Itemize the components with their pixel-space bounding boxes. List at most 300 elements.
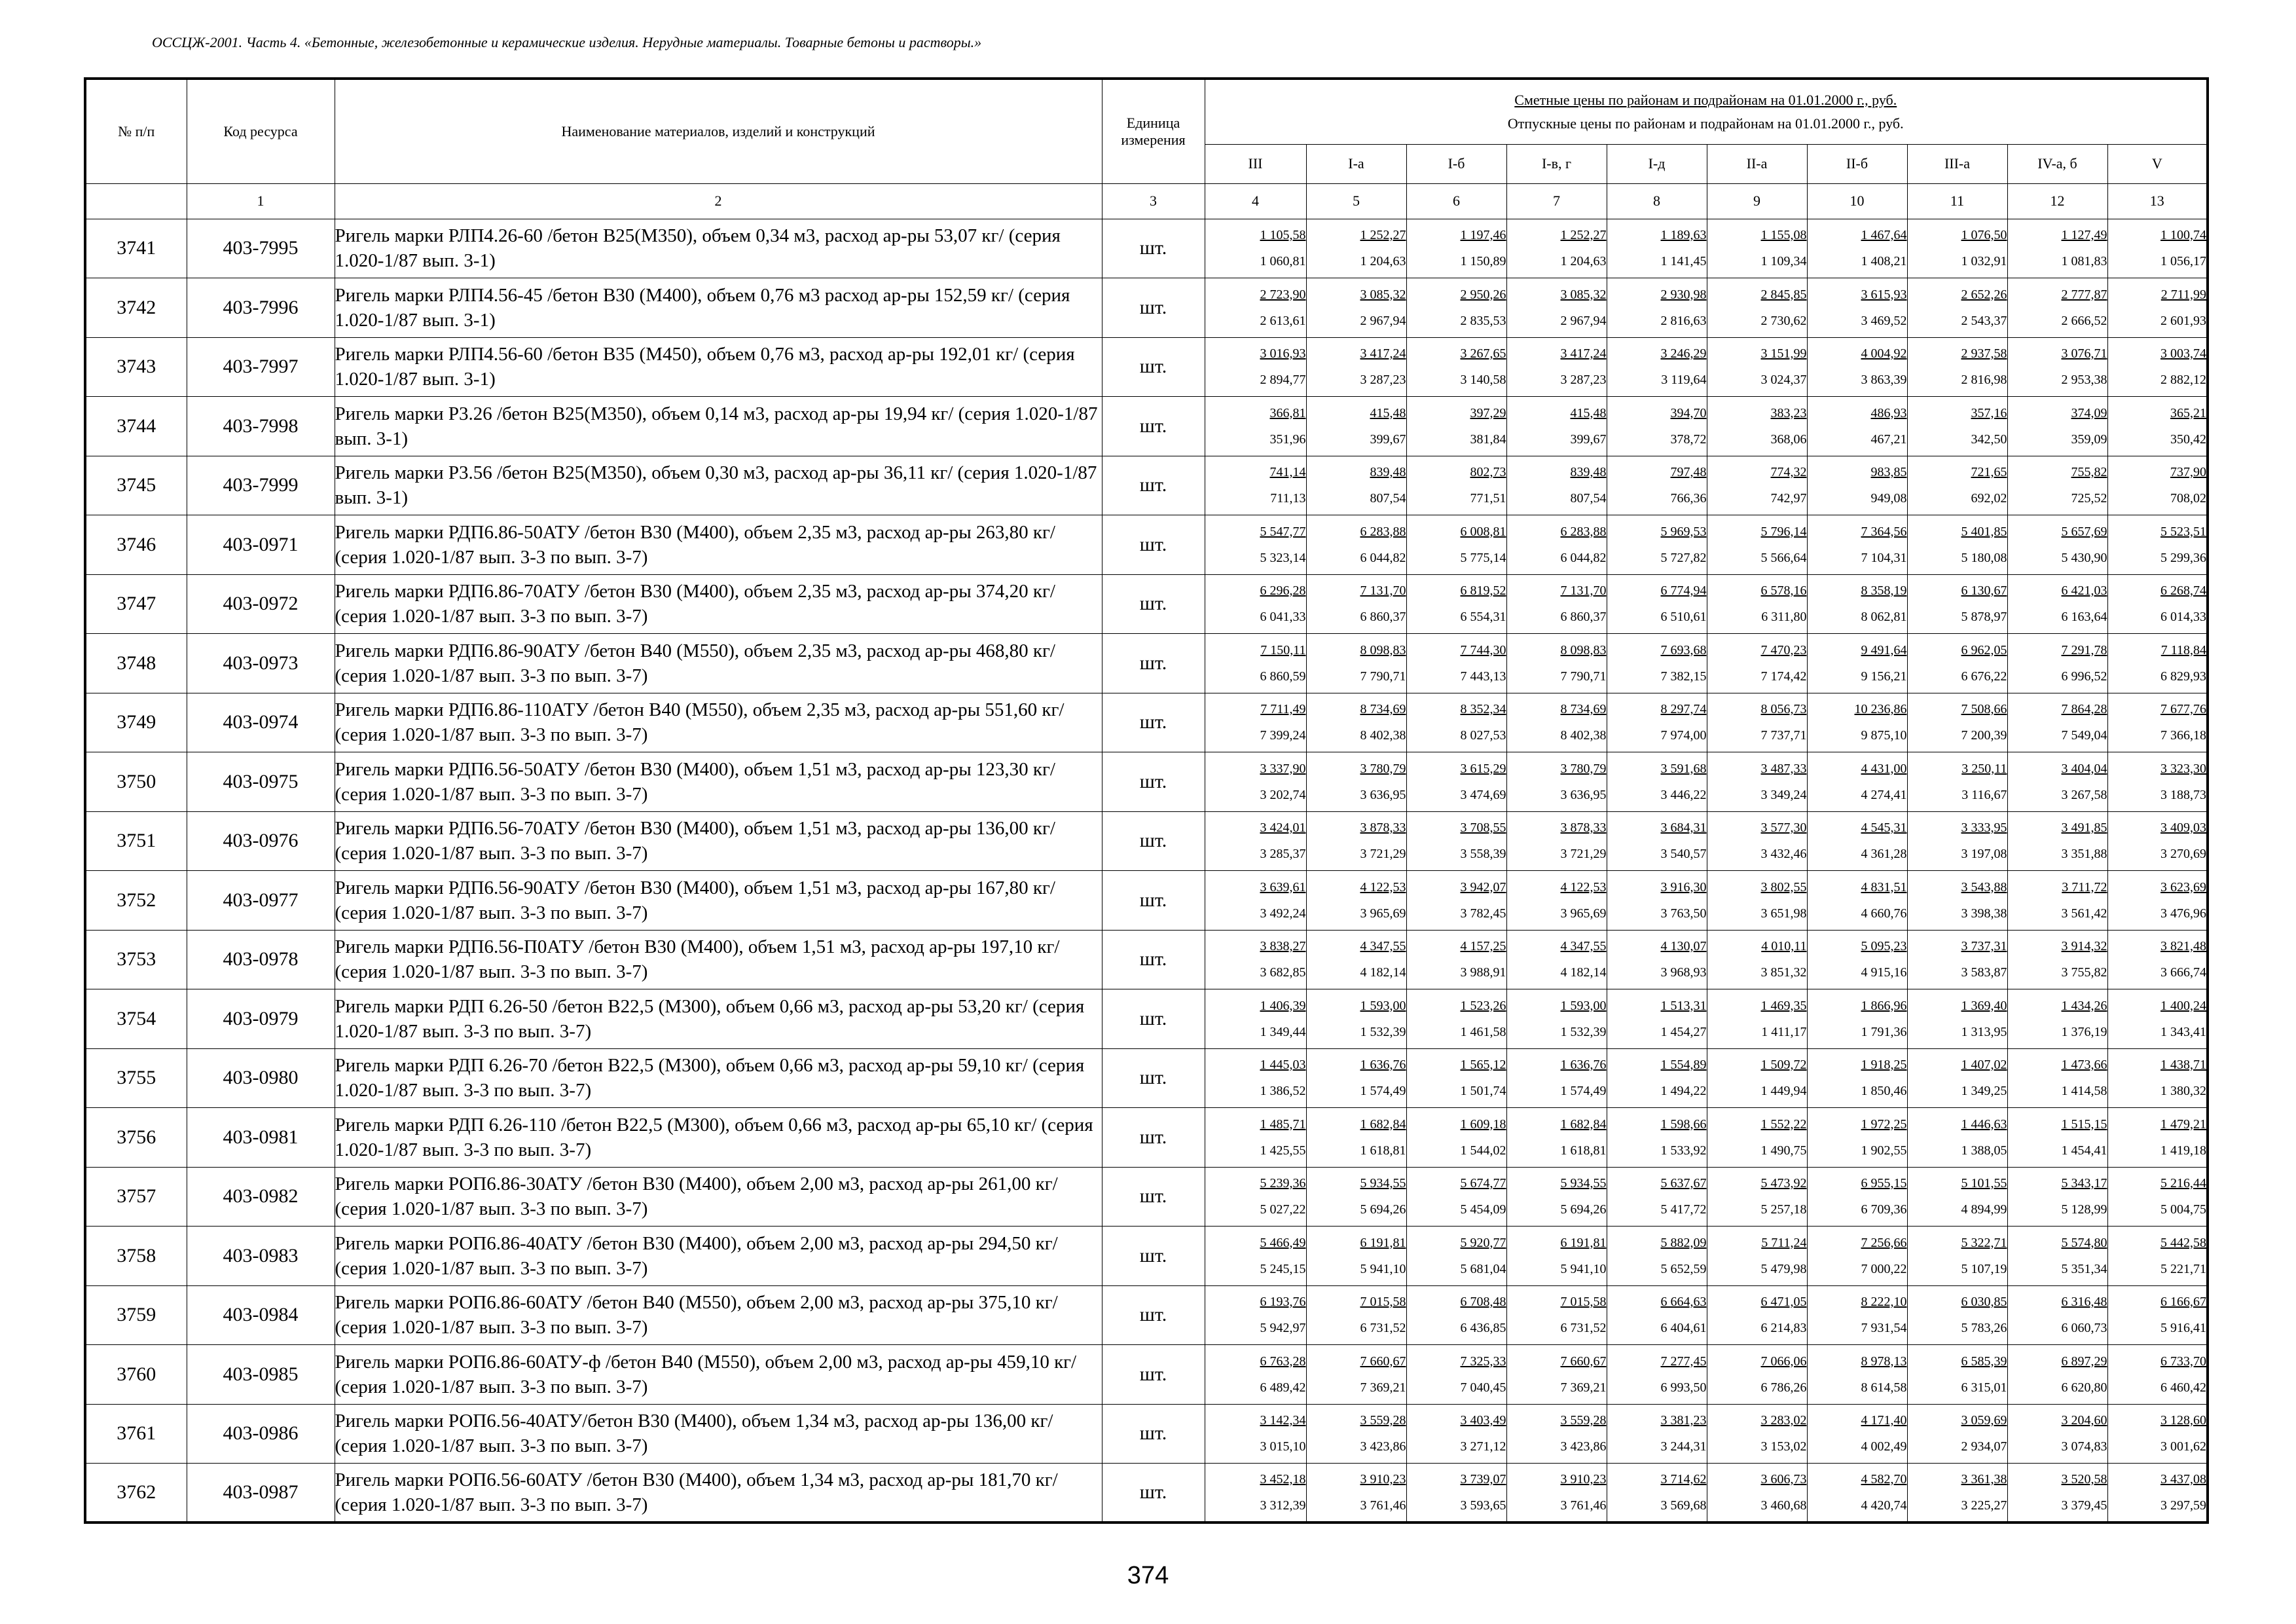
- unit-cell: шт.: [1102, 1464, 1205, 1523]
- release-price: 6 996,52: [2061, 669, 2107, 684]
- estimate-price: 3 085,32: [1560, 287, 1607, 302]
- estimate-price: 1 972,25: [1861, 1116, 1907, 1132]
- resource-code: 403-7996: [187, 278, 335, 338]
- estimate-price: 8 978,13: [1861, 1354, 1907, 1369]
- release-price: 3 460,68: [1760, 1498, 1807, 1513]
- estimate-price: 374,09: [2071, 405, 2107, 420]
- price-cell: [1707, 693, 1807, 752]
- release-price: 3 968,93: [1660, 965, 1707, 980]
- price-cell: [1607, 1227, 1707, 1286]
- price-cell: [1506, 1345, 1607, 1405]
- column-number: 10: [1807, 183, 1907, 219]
- estimate-price: 4 157,25: [1460, 939, 1506, 954]
- price-cell: [1406, 1404, 1506, 1464]
- price-cell: [1306, 634, 1406, 693]
- estimate-price: 3 204,60: [2061, 1413, 2107, 1428]
- item-name: Ригель марки РДП6.86-90АТУ /бетон В40 (М550), объем 2,35 м3, расход ар-ры 468,80 кг/ (серия 1.020-1/87 вып. 3-3 по вып. 3-7): [335, 634, 1102, 693]
- unit-cell: шт.: [1102, 989, 1205, 1049]
- release-price: 5 323,14: [1260, 550, 1306, 565]
- estimate-price: 3 381,23: [1660, 1413, 1707, 1428]
- price-cell: [1306, 1404, 1406, 1464]
- estimate-price: 366,81: [1269, 405, 1306, 420]
- price-cell: [1306, 1345, 1406, 1405]
- item-name: Ригель марки РЛП4.26-60 /бетон В25(М350), объем 0,34 м3, расход ар-ры 53,07 кг/ (серия 1.020-1/87 вып. 3-1): [335, 219, 1102, 278]
- release-price: 6 620,80: [2061, 1380, 2107, 1395]
- price-cell: [2107, 989, 2208, 1049]
- release-price: 467,21: [1870, 432, 1907, 447]
- price-cell: [2107, 693, 2208, 752]
- resource-code: 403-0986: [187, 1404, 335, 1464]
- estimate-price: 3 076,71: [2061, 346, 2107, 361]
- release-price: 1 618,81: [1560, 1143, 1607, 1158]
- estimate-price: 1 485,71: [1260, 1116, 1306, 1132]
- price-cell: [2007, 1227, 2107, 1286]
- estimate-price: 7 291,78: [2061, 642, 2107, 657]
- release-price: 3 492,24: [1260, 906, 1306, 921]
- estimate-price: 4 122,53: [1360, 879, 1406, 895]
- release-price: 4 182,14: [1560, 965, 1607, 980]
- price-cell: [1707, 278, 1807, 338]
- estimate-price: 5 969,53: [1660, 524, 1707, 539]
- release-price: 1 376,19: [2061, 1024, 2107, 1039]
- price-cell: [1205, 1345, 1306, 1405]
- release-price: 6 315,01: [1961, 1380, 2007, 1395]
- table-row: [85, 1345, 2208, 1405]
- price-cell: [1506, 278, 1607, 338]
- price-cell: [1907, 1227, 2007, 1286]
- price-cell: [2107, 219, 2208, 278]
- estimate-price: 1 197,46: [1460, 228, 1506, 243]
- estimate-price: 6 008,81: [1460, 524, 1506, 539]
- estimate-price: 7 066,06: [1760, 1354, 1807, 1369]
- release-price: 7 174,42: [1760, 669, 1807, 684]
- price-cell: [2107, 930, 2208, 989]
- release-price: 6 460,42: [2160, 1380, 2207, 1395]
- estimate-price: 394,70: [1670, 405, 1707, 420]
- release-price: 1 109,34: [1760, 254, 1807, 269]
- estimate-price: 3 283,02: [1760, 1413, 1807, 1428]
- table-row: [85, 693, 2208, 752]
- price-cell: [1907, 456, 2007, 515]
- estimate-price: 415,48: [1370, 405, 1406, 420]
- price-cell: [1506, 337, 1607, 397]
- estimate-price: 7 325,33: [1460, 1354, 1506, 1369]
- estimate-price: 5 637,67: [1660, 1176, 1707, 1191]
- row-number: 3755: [85, 1048, 187, 1108]
- price-cell: [2107, 515, 2208, 575]
- unit-cell: шт.: [1102, 1167, 1205, 1227]
- release-price: 3 297,59: [2160, 1498, 2207, 1513]
- unit-cell: шт.: [1102, 1227, 1205, 1286]
- item-name: Ригель марки РОП6.86-60АТУ /бетон В40 (М550), объем 2,00 м3, расход ар-ры 375,10 кг/ (серия 1.020-1/87 вып. 3-3 по вып. 3-7): [335, 1285, 1102, 1345]
- price-cell: [1406, 634, 1506, 693]
- estimate-price: 3 128,60: [2160, 1413, 2207, 1428]
- estimate-price: 2 930,98: [1660, 287, 1707, 302]
- price-cell: [1205, 930, 1306, 989]
- unit-cell: шт.: [1102, 752, 1205, 812]
- release-price: 7 000,22: [1861, 1261, 1907, 1276]
- release-price: 1 494,22: [1660, 1084, 1707, 1099]
- price-cell: [1306, 871, 1406, 931]
- price-cell: [1807, 337, 1907, 397]
- price-cell: [1406, 811, 1506, 871]
- resource-code: 403-7995: [187, 219, 335, 278]
- price-cell: [1907, 930, 2007, 989]
- row-number: 3742: [85, 278, 187, 338]
- estimate-price: 5 574,80: [2061, 1235, 2107, 1250]
- release-price: 1 204,63: [1560, 254, 1607, 269]
- release-price: 1 532,39: [1360, 1024, 1406, 1039]
- release-price: 1 313,95: [1961, 1024, 2007, 1039]
- release-price: 3 965,69: [1560, 906, 1607, 921]
- estimate-price: 7 015,58: [1360, 1295, 1406, 1310]
- release-price: 1 449,94: [1760, 1084, 1807, 1099]
- price-table: [84, 77, 2209, 1524]
- estimate-price: 365,21: [2170, 405, 2207, 420]
- page-number: 374: [1127, 1562, 1169, 1589]
- estimate-price: 7 131,70: [1360, 583, 1406, 599]
- price-cell: [1406, 1227, 1506, 1286]
- price-cell: [2007, 337, 2107, 397]
- release-price: 351,96: [1269, 432, 1306, 447]
- estimate-price: 1 105,58: [1260, 228, 1306, 243]
- price-cell: [2107, 456, 2208, 515]
- item-name: Ригель марки РДП6.86-50АТУ /бетон В30 (М400), объем 2,35 м3, расход ар-ры 263,80 кг/ (серия 1.020-1/87 вып. 3-3 по вып. 3-7): [335, 515, 1102, 575]
- price-cell: [1205, 871, 1306, 931]
- release-price: 1 454,27: [1660, 1024, 1707, 1039]
- price-cell: [1306, 1227, 1406, 1286]
- release-price: 5 107,19: [1961, 1261, 2007, 1276]
- estimate-price: 2 937,58: [1961, 346, 2007, 361]
- price-cell: [1406, 515, 1506, 575]
- estimate-price: 8 056,73: [1760, 702, 1807, 717]
- estimate-price: 1 467,64: [1861, 228, 1907, 243]
- table-row: [85, 337, 2208, 397]
- release-price: 9 875,10: [1861, 728, 1907, 743]
- release-price: 1 574,49: [1560, 1084, 1607, 1099]
- release-price: 1 532,39: [1560, 1024, 1607, 1039]
- estimate-price: 6 585,39: [1961, 1354, 2007, 1369]
- unit-cell: шт.: [1102, 574, 1205, 634]
- price-cell: [1707, 871, 1807, 931]
- release-price: 3 755,82: [2061, 965, 2107, 980]
- price-cell: [2107, 634, 2208, 693]
- release-price: 3 988,91: [1460, 965, 1506, 980]
- estimate-price: 8 352,34: [1460, 702, 1506, 717]
- release-price: 5 878,97: [1961, 610, 2007, 625]
- price-cell: [1506, 871, 1607, 931]
- estimate-price: 4 347,55: [1560, 939, 1607, 954]
- price-cell: [1306, 930, 1406, 989]
- column-number: 13: [2107, 183, 2208, 219]
- release-price: 2 835,53: [1460, 313, 1506, 328]
- price-cell: [2107, 574, 2208, 634]
- price-cell: [2107, 871, 2208, 931]
- price-cell: [1707, 1048, 1807, 1108]
- table-row: [85, 1048, 2208, 1108]
- price-cell: [1807, 811, 1907, 871]
- estimate-price: 1 513,31: [1660, 998, 1707, 1013]
- price-cell: [2007, 278, 2107, 338]
- release-price: 3 476,96: [2160, 906, 2207, 921]
- price-cell: [1907, 1404, 2007, 1464]
- release-price: 4 182,14: [1360, 965, 1406, 980]
- release-price: 1 388,05: [1961, 1143, 2007, 1158]
- release-price: 1 349,44: [1260, 1024, 1306, 1039]
- release-price: 6 676,22: [1961, 669, 2007, 684]
- estimate-price: 3 910,23: [1560, 1472, 1607, 1486]
- price-cell: [1707, 219, 1807, 278]
- release-price: 3 423,86: [1560, 1439, 1607, 1454]
- release-price: 4 361,28: [1861, 847, 1907, 862]
- price-cell: [2007, 1345, 2107, 1405]
- price-cell: [1907, 634, 2007, 693]
- release-price: 381,84: [1470, 432, 1506, 447]
- column-number: 7: [1506, 183, 1607, 219]
- unit-cell: шт.: [1102, 693, 1205, 752]
- release-price: 6 860,37: [1360, 610, 1406, 625]
- estimate-price: 3 914,32: [2061, 939, 2107, 954]
- estimate-price: 3 059,69: [1961, 1413, 2007, 1428]
- estimate-price: 5 466,49: [1260, 1235, 1306, 1250]
- resource-code: 403-0977: [187, 871, 335, 931]
- estimate-price: 5 239,36: [1260, 1176, 1306, 1191]
- price-cell: [2007, 1108, 2107, 1168]
- price-cell: [2107, 1048, 2208, 1108]
- release-price: 1 461,58: [1460, 1024, 1506, 1039]
- estimate-price: 3 409,03: [2160, 821, 2207, 836]
- price-cell: [1306, 278, 1406, 338]
- item-name: Ригель марки РДП6.56-90АТУ /бетон В30 (М400), объем 1,51 м3, расход ар-ры 167,80 кг/ (серия 1.020-1/87 вып. 3-3 по вып. 3-7): [335, 871, 1102, 931]
- estimate-price: 10 236,86: [1854, 702, 1907, 717]
- table-row: [85, 871, 2208, 931]
- estimate-price: 5 473,92: [1760, 1176, 1807, 1191]
- release-price: 1 850,46: [1861, 1084, 1907, 1099]
- estimate-price: 5 934,55: [1560, 1176, 1607, 1191]
- estimate-price: 1 523,26: [1460, 998, 1506, 1013]
- estimate-price: 1 515,15: [2061, 1116, 2107, 1132]
- item-name: Ригель марки РЛП4.56-60 /бетон В35 (М450), объем 0,76 м3, расход ар-ры 192,01 кг/ (серия 1.020-1/87 вып. 3-1): [335, 337, 1102, 397]
- release-price: 5 942,97: [1260, 1321, 1306, 1336]
- release-price: 771,51: [1470, 491, 1506, 506]
- estimate-price: 1 552,22: [1760, 1116, 1807, 1132]
- release-price: 6 044,82: [1360, 550, 1406, 565]
- release-price: 6 214,83: [1760, 1321, 1807, 1336]
- release-price: 7 104,31: [1861, 550, 1907, 565]
- release-price: 3 682,85: [1260, 965, 1306, 980]
- price-cell: [1406, 1464, 1506, 1523]
- unit-cell: шт.: [1102, 634, 1205, 693]
- release-price: 6 731,52: [1560, 1321, 1607, 1336]
- estimate-price: 8 358,19: [1861, 583, 1907, 599]
- column-number: 2: [335, 183, 1102, 219]
- estimate-price: 1 682,84: [1360, 1116, 1406, 1132]
- release-price: 6 860,59: [1260, 669, 1306, 684]
- price-cell: [1406, 1345, 1506, 1405]
- unit-cell: шт.: [1102, 1285, 1205, 1345]
- estimate-price: 5 796,14: [1760, 524, 1807, 539]
- table-body: [85, 219, 2208, 1522]
- release-price: 766,36: [1670, 491, 1707, 506]
- release-price: 3 287,23: [1360, 373, 1406, 388]
- price-cell: [1907, 1108, 2007, 1168]
- price-cell: [1506, 1464, 1607, 1523]
- table-row: [85, 1108, 2208, 1168]
- estimate-price: 6 030,85: [1961, 1295, 2007, 1310]
- estimate-price: 1 479,21: [2160, 1116, 2207, 1132]
- estimate-price: 3 780,79: [1560, 761, 1607, 776]
- column-number: 5: [1306, 183, 1406, 219]
- release-price: 3 015,10: [1260, 1439, 1306, 1454]
- price-cell: [1306, 219, 1406, 278]
- price-cell: [1607, 397, 1707, 456]
- release-price: 6 436,85: [1460, 1321, 1506, 1336]
- estimate-price: 5 547,77: [1260, 524, 1306, 539]
- price-cell: [1707, 634, 1807, 693]
- estimate-price: 755,82: [2071, 465, 2107, 480]
- release-price: 399,67: [1570, 432, 1607, 447]
- release-price: 5 916,41: [2160, 1321, 2207, 1336]
- release-price: 7 549,04: [2061, 728, 2107, 743]
- price-cell: [1406, 574, 1506, 634]
- resource-code: 403-0976: [187, 811, 335, 871]
- estimate-price: 7 131,70: [1560, 583, 1607, 599]
- estimate-price: 3 780,79: [1360, 761, 1406, 776]
- release-price: 3 244,31: [1660, 1439, 1707, 1454]
- unit-cell: шт.: [1102, 1108, 1205, 1168]
- release-price: 1 141,45: [1660, 254, 1707, 269]
- region-header: IV-а, б: [2007, 144, 2107, 183]
- release-price: 3 197,08: [1961, 847, 2007, 862]
- price-cell: [1807, 1345, 1907, 1405]
- price-cell: [1306, 693, 1406, 752]
- row-number: 3753: [85, 930, 187, 989]
- release-price: 708,02: [2170, 491, 2207, 506]
- estimate-price: 397,29: [1470, 405, 1506, 420]
- price-cell: [1406, 337, 1506, 397]
- estimate-price: 3 838,27: [1260, 939, 1306, 954]
- estimate-price: 3 559,28: [1560, 1413, 1607, 1428]
- release-price: 4 660,76: [1861, 906, 1907, 921]
- estimate-price: 5 095,23: [1861, 939, 1907, 954]
- price-cell: [1506, 574, 1607, 634]
- estimate-price: 3 333,95: [1961, 821, 2007, 836]
- price-cell: [1907, 752, 2007, 812]
- release-price: 6 510,61: [1660, 610, 1707, 625]
- estimate-price: 5 216,44: [2160, 1176, 2207, 1191]
- price-cell: [1907, 515, 2007, 575]
- price-cell: [1506, 930, 1607, 989]
- release-price: 6 709,36: [1861, 1202, 1907, 1217]
- region-header: V: [2107, 144, 2208, 183]
- item-name: Ригель марки РДП 6.26-110 /бетон В22,5 (М300), объем 0,66 м3, расход ар-ры 65,10 кг/ (серия 1.020-1/87 вып. 3-3 по вып. 3-7): [335, 1108, 1102, 1168]
- estimate-price: 839,48: [1370, 465, 1406, 480]
- price-cell: [1506, 693, 1607, 752]
- price-cell: [1807, 1048, 1907, 1108]
- item-name: Ригель марки РДП6.86-110АТУ /бетон В40 (М550), объем 2,35 м3, расход ар-ры 551,60 кг/ (серия 1.020-1/87 вып. 3-3 по вып. 3-7): [335, 693, 1102, 752]
- column-number: 4: [1205, 183, 1306, 219]
- release-price: 3 761,46: [1360, 1498, 1406, 1513]
- price-cell: [1205, 811, 1306, 871]
- price-cell: [1907, 1167, 2007, 1227]
- estimate-price: 839,48: [1570, 465, 1607, 480]
- estimate-price: 3 142,34: [1260, 1413, 1306, 1428]
- price-cell: [1907, 693, 2007, 752]
- release-price: 6 489,42: [1260, 1380, 1306, 1395]
- resource-code: 403-0985: [187, 1345, 335, 1405]
- price-cell: [1306, 989, 1406, 1049]
- estimate-price: 3 878,33: [1360, 821, 1406, 836]
- estimate-price: 3 711,72: [2062, 879, 2107, 895]
- estimate-price: 4 545,31: [1861, 821, 1907, 836]
- region-header: II-а: [1707, 144, 1807, 183]
- price-cell: [1205, 1464, 1306, 1523]
- release-price: 3 636,95: [1360, 787, 1406, 802]
- release-price: 6 041,33: [1260, 610, 1306, 625]
- unit-cell: шт.: [1102, 930, 1205, 989]
- price-cell: [2007, 871, 2107, 931]
- estimate-price: 3 821,48: [2160, 939, 2207, 954]
- release-price: 1 414,58: [2061, 1084, 2107, 1099]
- price-cell: [2007, 693, 2107, 752]
- estimate-price: 3 361,38: [1961, 1472, 2007, 1486]
- item-name: Ригель марки РДП6.86-70АТУ /бетон В30 (М400), объем 2,35 м3, расход ар-ры 374,20 кг/ (серия 1.020-1/87 вып. 3-3 по вып. 3-7): [335, 574, 1102, 634]
- price-cell: [1607, 811, 1707, 871]
- estimate-price: 1 438,71: [2160, 1058, 2207, 1073]
- release-price: 3 469,52: [1861, 313, 1907, 328]
- price-cell: [1907, 1464, 2007, 1523]
- release-price: 4 274,41: [1861, 787, 1907, 802]
- row-number: 3748: [85, 634, 187, 693]
- row-number: 3750: [85, 752, 187, 812]
- price-cell: [2007, 989, 2107, 1049]
- release-price: 1 386,52: [1260, 1084, 1306, 1099]
- release-price: 6 060,73: [2061, 1321, 2107, 1336]
- release-price: 6 860,37: [1560, 610, 1607, 625]
- table-row: [85, 278, 2208, 338]
- price-cell: [1306, 515, 1406, 575]
- prices-estimate-label: Сметные цены по районам и подрайонам на 01.01.2000 г., руб.: [1514, 91, 1897, 108]
- estimate-price: 6 191,81: [1560, 1235, 1607, 1250]
- release-price: 4 420,74: [1861, 1498, 1907, 1513]
- release-price: 7 200,39: [1961, 728, 2007, 743]
- item-name: Ригель марки Р3.26 /бетон В25(М350), объем 0,14 м3, расход ар-ры 19,94 кг/ (серия 1.020-1/87 вып. 3-1): [335, 397, 1102, 456]
- price-cell: [1807, 752, 1907, 812]
- estimate-price: 1 369,40: [1961, 998, 2007, 1013]
- row-number: 3754: [85, 989, 187, 1049]
- price-cell: [2107, 1404, 2208, 1464]
- estimate-price: 486,93: [1870, 405, 1907, 420]
- estimate-price: 6 316,48: [2061, 1295, 2107, 1310]
- estimate-price: 1 406,39: [1260, 998, 1306, 1013]
- release-price: 3 540,57: [1660, 847, 1707, 862]
- estimate-price: 1 636,76: [1360, 1058, 1406, 1073]
- release-price: 3 446,22: [1660, 787, 1707, 802]
- estimate-price: 1 609,18: [1460, 1116, 1506, 1132]
- estimate-price: 1 598,66: [1660, 1116, 1707, 1132]
- price-cell: [1807, 1167, 1907, 1227]
- release-price: 3 474,69: [1460, 787, 1506, 802]
- release-price: 5 430,90: [2061, 550, 2107, 565]
- release-price: 3 379,45: [2061, 1498, 2107, 1513]
- estimate-price: 1 407,02: [1961, 1058, 2007, 1073]
- price-cell: [1907, 989, 2007, 1049]
- estimate-price: 3 684,31: [1660, 821, 1707, 836]
- estimate-price: 1 918,25: [1861, 1058, 1907, 1073]
- estimate-price: 1 636,76: [1560, 1058, 1607, 1073]
- price-cell: [1406, 1108, 1506, 1168]
- estimate-price: 7 711,49: [1260, 702, 1306, 717]
